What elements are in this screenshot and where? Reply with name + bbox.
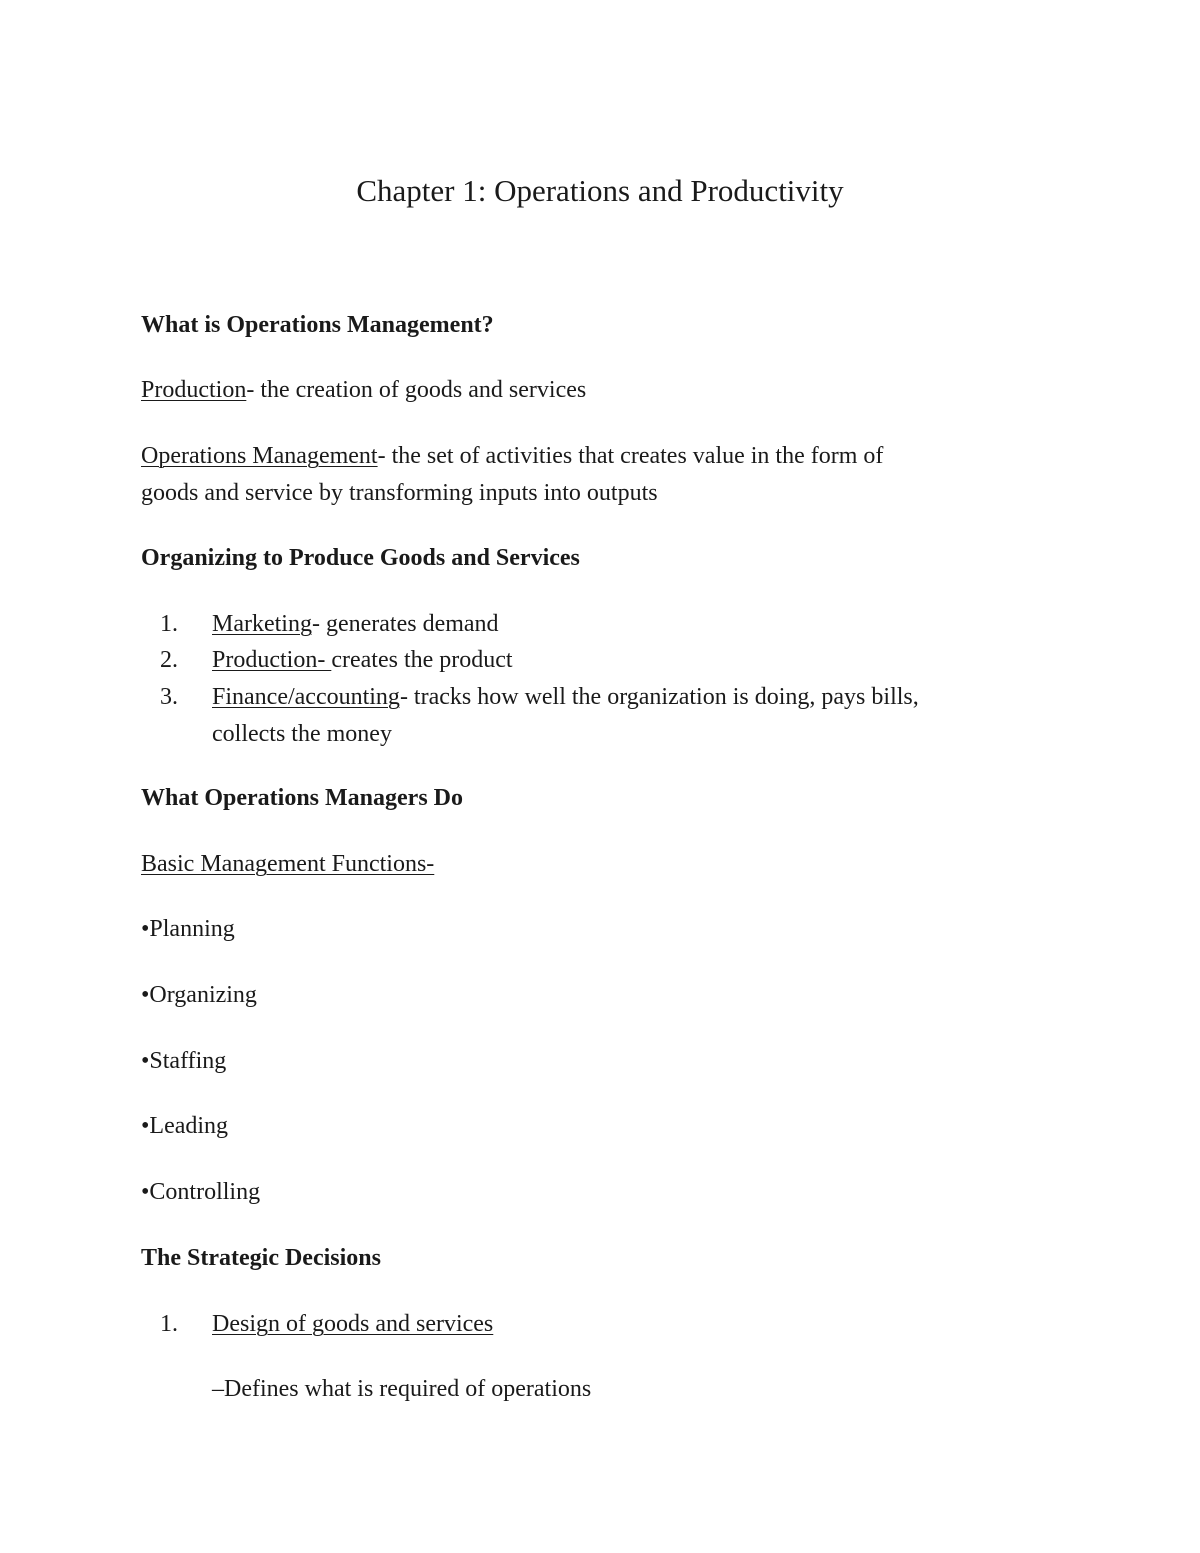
bullet-controlling: •Controlling — [141, 1179, 261, 1205]
term-production: Production — [141, 377, 247, 403]
list-item — [141, 1309, 493, 1339]
bullet-staffing: •Staffing — [141, 1048, 227, 1074]
list-item — [141, 645, 513, 675]
list-item-text: - generates demand — [311, 611, 499, 637]
list-item — [141, 609, 499, 639]
section-heading-what-managers-do: What Operations Managers Do — [141, 785, 463, 811]
list-item — [141, 682, 919, 712]
bullet-organizing: •Organizing — [141, 982, 257, 1008]
term-production-item: Production- — [212, 647, 332, 673]
term-design-goods-services: Design of goods and services — [212, 1311, 494, 1337]
term-marketing: Marketing — [212, 611, 312, 637]
list-item-text: creates the product — [331, 647, 513, 673]
subheading-basic-functions: Basic Management Functions- — [141, 851, 435, 877]
bullet-leading: •Leading — [141, 1113, 229, 1139]
definition-production-text: - the creation of goods and services — [246, 377, 587, 403]
list-number: 3. — [160, 684, 178, 710]
list-subtext: –Defines what is required of operations — [212, 1376, 592, 1402]
definition-operations-management — [141, 441, 883, 471]
list-number: 2. — [160, 647, 178, 673]
section-heading-strategic-decisions: The Strategic Decisions — [141, 1245, 381, 1271]
section-heading-what-is-om: What is Operations Management? — [141, 312, 494, 338]
term-operations-management: Operations Management — [141, 443, 378, 469]
definition-om-text-line2: goods and service by transforming inputs into outputs — [141, 480, 658, 506]
definition-production — [141, 375, 586, 405]
section-heading-organizing: Organizing to Produce Goods and Services — [141, 545, 580, 571]
definition-om-text-line1: - the set of activities that creates value in the form of — [377, 443, 884, 469]
list-number: 1. — [160, 1311, 178, 1337]
page-title: Chapter 1: Operations and Productivity — [356, 173, 844, 208]
list-item-continuation: collects the money — [212, 721, 392, 747]
term-finance-accounting: Finance/accounting — [212, 684, 400, 710]
list-number: 1. — [160, 611, 178, 637]
list-item-text: - tracks how well the organization is doing, pays bills, — [399, 684, 919, 710]
bullet-planning: •Planning — [141, 916, 235, 942]
